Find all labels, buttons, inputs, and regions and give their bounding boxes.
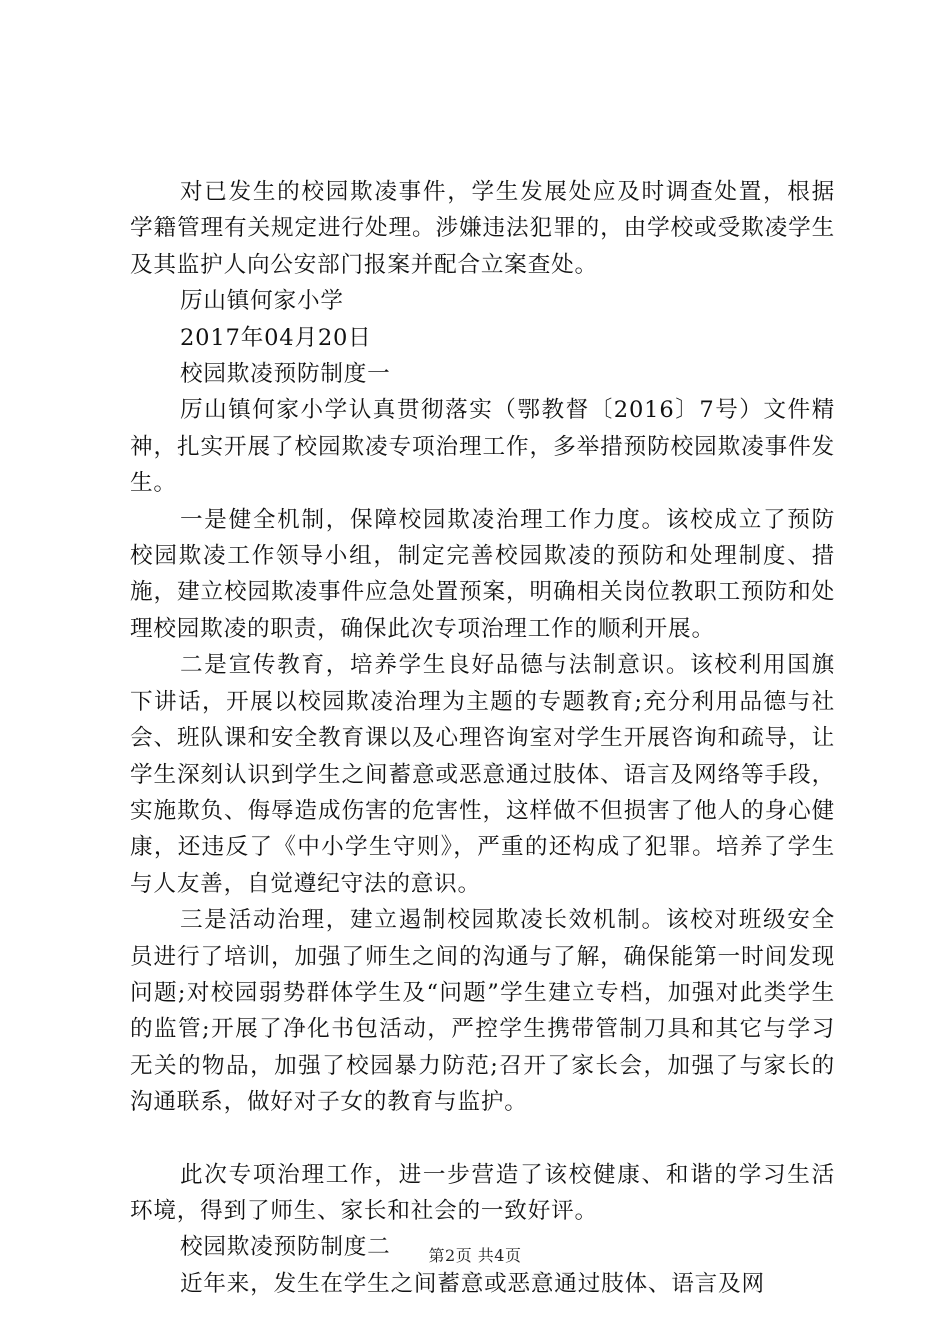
paragraph-point-1: 一是健全机制，保障校园欺凌治理工作力度。该校成立了预防校园欺凌工作领导小组，制定完善校园欺凌的预防和处理制度、措施，建立校园欺凌事件应急处置预案，明确相关岗位教职工预防和处理校园欺凌的职责，确保此次专项治理工作的顺利开展。 <box>130 506 835 642</box>
section-heading-1: 校园欺凌预防制度一 <box>180 361 391 388</box>
paragraph-section-2-start: 近年来，发生在学生之间蓄意或恶意通过肢体、语言及网 <box>180 1270 765 1297</box>
date-line: 2017年04月20日 <box>180 324 372 351</box>
paragraph-handling: 对已发生的校园欺凌事件，学生发展处应及时调查处置，根据学籍管理有关规定进行处理。涉嫌违法犯罪的，由学校或受欺凌学生及其监护人向公安部门报案并配合立案查处。 <box>130 179 835 278</box>
paragraph-summary: 此次专项治理工作，进一步营造了该校健康、和谐的学习生活环境，得到了师生、家长和社会的一致好评。 <box>130 1161 835 1224</box>
section-heading-2: 校园欺凌预防制度二 <box>180 1234 391 1261</box>
page-footer: 第2页 共4页 <box>428 1246 522 1265</box>
document-body <box>130 174 835 1302</box>
paragraph-point-3: 三是活动治理，建立遏制校园欺凌长效机制。该校对班级安全员进行了培训，加强了师生之间的沟通与了解，确保能第一时间发现问题;对校园弱势群体学生及“问题”学生建立专档，加强对此类学生的监管;开展了净化书包活动，严控学生携带管制刀具和其它与学习无关的物品，加强了校园暴力防范;召开了家长会，加强了与家长的沟通联系，做好对子女的教育与监护。 <box>130 907 835 1116</box>
paragraph-intro: 厉山镇何家小学认真贯彻落实（鄂教督〔2016〕7号）文件精神，扎实开展了校园欺凌专项治理工作，多举措预防校园欺凌事件发生。 <box>130 397 835 497</box>
paragraph-point-2: 二是宣传教育，培养学生良好品德与法制意识。该校利用国旗下讲话，开展以校园欺凌治理为主题的专题教育;充分利用品德与社会、班队课和安全教育课以及心理咨询室对学生开展咨询和疏导，让学生深刻认识到学生之间蓄意或恶意通过肢体、语言及网络等手段，实施欺负、侮辱造成伤害的危害性，这样做不但损害了他人的身心健康，还违反了《中小学生守则》，严重的还构成了犯罪。培养了学生与人友善，自觉遵纪守法的意识。 <box>130 652 835 897</box>
school-name: 厉山镇何家小学 <box>180 288 344 315</box>
